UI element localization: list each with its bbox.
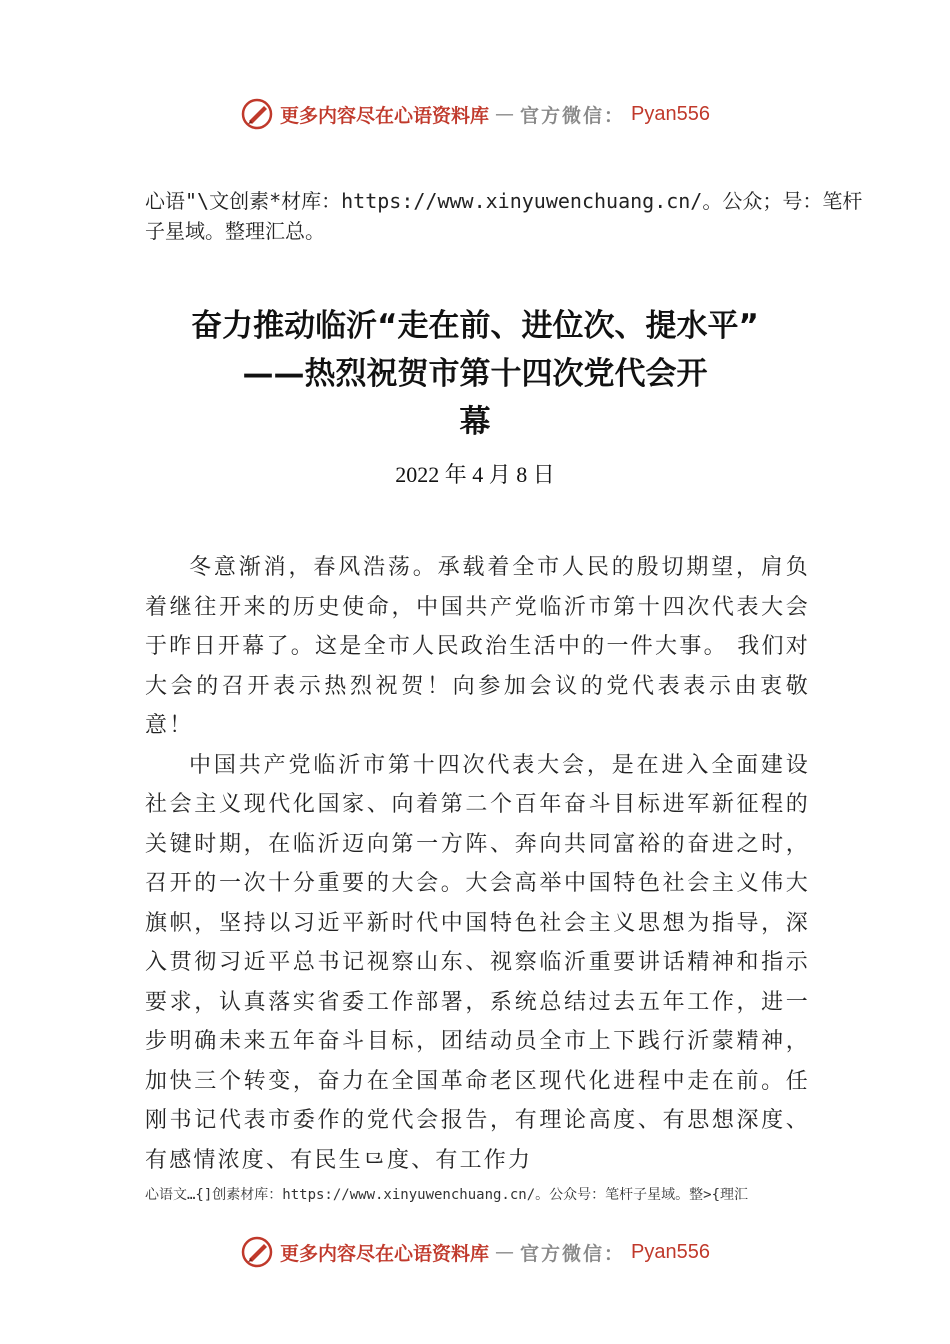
watermark-bottom: 心语文…{]创素材库：https://www.xinyuwenchuang.cn/。公众号：笔杆子星域。整>{理汇 [145, 1187, 749, 1203]
body-text [145, 548, 810, 1180]
wechat-label: 官方微信： [520, 1242, 626, 1265]
logo-icon [240, 97, 274, 131]
separator-dash: — [495, 103, 515, 125]
document-date: 2022 年 4 月 8 日 [395, 462, 555, 487]
footer-banner [0, 1232, 950, 1272]
paragraph: 冬意渐消，春风浩荡。承载着全市人民的殷切期望，肩负着继往开来的历史使命，中国共产党临沂市第十四次代表大会于昨日开幕了。这是全市人民政治生活中的一件大事。 我们对大会的召开表示热烈祝贺！向参加会议的党代表表示由衷敬意！ [145, 555, 810, 738]
logo-icon [240, 1235, 274, 1269]
paragraph: 中国共产党临沂市第十四次代表大会，是在进入全面建设社会主义现代化国家、向着第二个百年奋斗目标进军新征程的关键时期，在临沂迈向第一方阵、奔向共同富裕的奋进之时，召开的一次十分重要的大会。大会高举中国特色社会主义伟大旗帜，坚持以习近平新时代中国特色社会主义思想为指导，深入贯彻习近平总书记视察山东、视察临沂重要讲话精神和指示要求，认真落实省委工作部署，系统总结过去五年工作，进一步明确未来五年奋斗目标，团结动员全市上下践行沂蒙精神，加快三个转变，奋力在全国革命老区现代化进程中走在前。任刚书记代表市委作的党代会报告，有理论高度、有思想深度、有感情浓度、有民生⺋度、有工作力 [145, 752, 810, 1173]
document-title [100, 302, 850, 446]
separator-dash: — [495, 1241, 515, 1263]
watermark-top: 心语"\文创素*材库：https://www.xinyuwenchuang.cn/。公众；号：笔杆子星域。整理汇总。 [145, 189, 863, 243]
wechat-label: 官方微信： [520, 104, 626, 127]
brand-text: 更多内容尽在心语资料库 [280, 104, 490, 127]
brand-text: 更多内容尽在心语资料库 [280, 1242, 490, 1265]
title-line-2: ——热烈祝贺市第十四次党代会开 [242, 356, 708, 392]
header-banner [0, 94, 950, 134]
title-line-3: 幕 [459, 404, 491, 440]
title-line-1: 奋力推动临沂“走在前、进位次、提水平” [191, 308, 759, 344]
wechat-id: Pyan556 [631, 102, 710, 125]
wechat-id: Pyan556 [631, 1240, 710, 1263]
